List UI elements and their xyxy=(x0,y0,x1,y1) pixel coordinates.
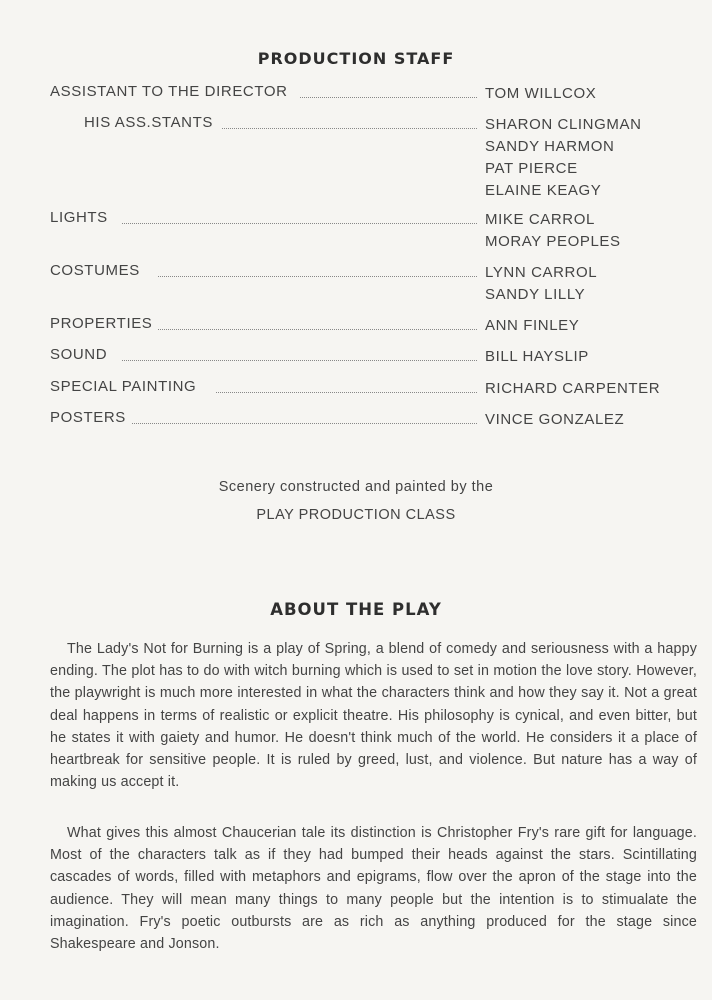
about-paragraph: The Lady's Not for Burning is a play of Spring, a blend of comedy and seriousness with a happy ending. The plot has to do with witch burning which is used to set in motion the love story. However, the playwright is much more interested in what the characters think and how they say it. Not a great deal happens in terms of realistic or explicit theatre. His philosophy is cynical, and even bitter, but he states it with gaiety and humor. He doesn't think much of the world. He considers it a place of heartbreak for sensitive people. It is ruled by greed, lust, and violence. But nature has a way of making us accept it. xyxy=(50,641,697,791)
staff-row-sound xyxy=(0,346,712,368)
scenery-credit-class: PLAY PRODUCTION CLASS xyxy=(256,507,456,523)
staff-names xyxy=(485,114,642,202)
dot-leader xyxy=(222,128,477,129)
staff-row-assistants xyxy=(0,114,712,199)
staff-names xyxy=(485,409,624,431)
staff-role: COSTUMES xyxy=(50,262,140,279)
staff-role: SPECIAL PAINTING xyxy=(50,378,197,395)
production-staff-heading: PRODUCTION STAFF xyxy=(257,49,455,68)
staff-row-costumes xyxy=(0,262,712,303)
staff-role: HIS ASS.STANTS xyxy=(84,114,213,131)
staff-name: SHARON CLINGMAN xyxy=(485,116,642,133)
dot-leader xyxy=(132,423,477,424)
staff-role: ASSISTANT TO THE DIRECTOR xyxy=(50,83,288,100)
staff-role: LIGHTS xyxy=(50,209,108,226)
staff-names xyxy=(485,209,621,253)
about-the-play-heading: ABOUT THE PLAY xyxy=(270,600,442,619)
staff-name: SANDY LILLY xyxy=(485,286,586,303)
staff-row-assistant-to-director xyxy=(0,83,712,105)
staff-row-posters xyxy=(0,409,712,431)
staff-row-properties xyxy=(0,315,712,337)
dot-leader xyxy=(158,329,477,330)
staff-role: POSTERS xyxy=(50,409,126,426)
staff-role: PROPERTIES xyxy=(50,315,153,332)
staff-name: RICHARD CARPENTER xyxy=(485,380,661,397)
staff-name: SANDY HARMON xyxy=(485,138,615,155)
staff-name: VINCE GONZALEZ xyxy=(485,411,625,428)
staff-names xyxy=(485,378,660,400)
dot-leader xyxy=(300,97,477,98)
staff-name: ELAINE KEAGY xyxy=(485,182,602,199)
staff-name: PAT PIERCE xyxy=(485,160,578,177)
staff-name: MORAY PEOPLES xyxy=(485,233,621,250)
dot-leader xyxy=(122,223,477,224)
dot-leader xyxy=(158,276,477,277)
staff-names xyxy=(485,346,589,368)
dot-leader xyxy=(216,392,477,393)
staff-name: MIKE CARROL xyxy=(485,211,595,228)
staff-role: SOUND xyxy=(50,346,108,363)
about-paragraph: What gives this almost Chaucerian tale its distinction is Christopher Fry's rare gift for language. Most of the characters talk as if they had bumped their heads against the stars. Scintillating cascades of words, filled with metaphors and epigrams, flow over the apron of the stage into the audience. They will mean many things to many people but the intention is to stimualate the imagination. Fry's poetic outbursts are as rich as anything produced for the stage since Shakespeare and Jonson. xyxy=(50,825,697,953)
staff-name: ANN FINLEY xyxy=(485,317,580,334)
staff-name: TOM WILLCOX xyxy=(485,85,597,102)
staff-name: BILL HAYSLIP xyxy=(485,348,589,365)
staff-names xyxy=(485,83,596,105)
dot-leader xyxy=(122,360,477,361)
staff-names xyxy=(485,315,579,337)
staff-row-special-painting xyxy=(0,378,712,400)
staff-names xyxy=(485,262,597,306)
staff-name: LYNN CARROL xyxy=(485,264,598,281)
scenery-credit-line: Scenery constructed and painted by the xyxy=(218,479,494,495)
staff-row-lights xyxy=(0,209,712,250)
